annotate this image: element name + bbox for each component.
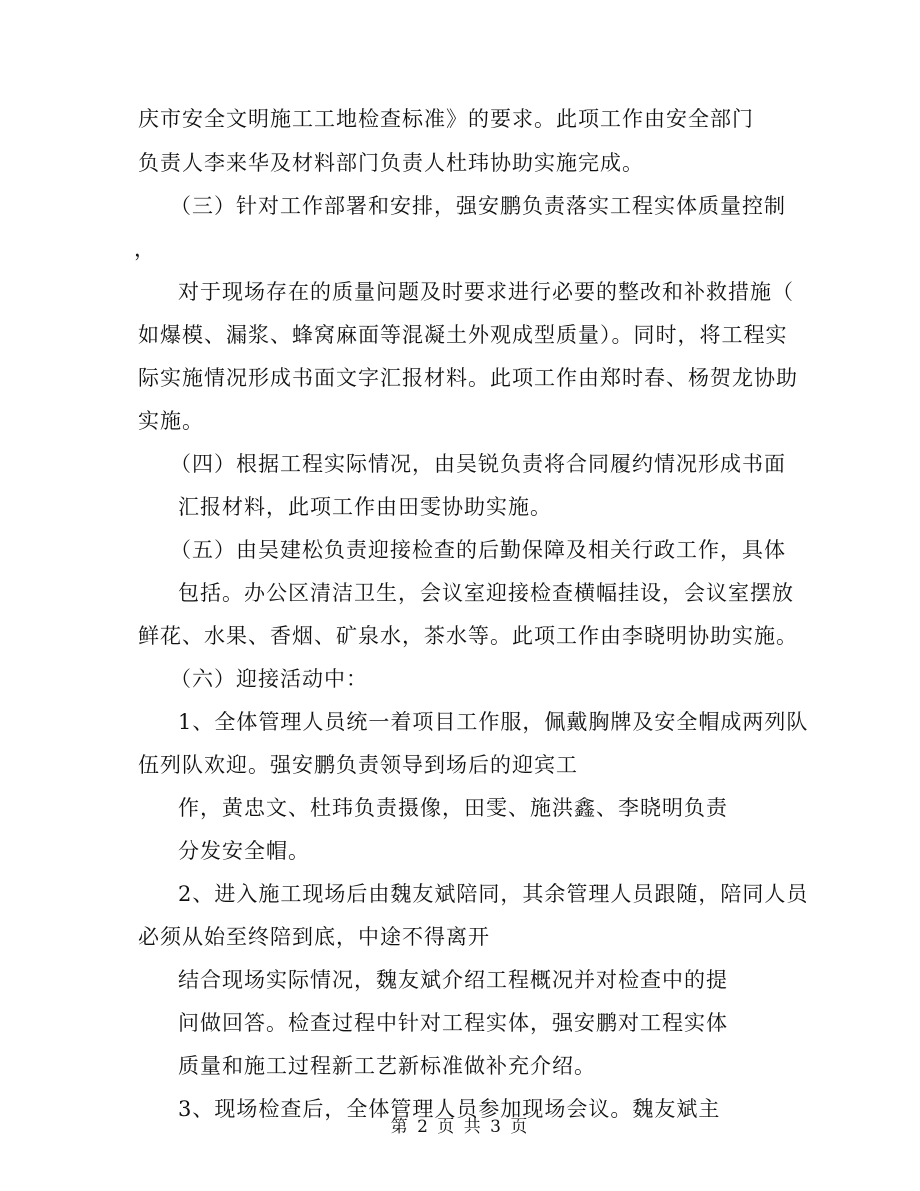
paragraph-line: 1、全体管理人员统一着项目工作服，佩戴胸牌及安全帽成两列队 [178,710,809,734]
paragraph-line: 汇报材料，此项工作由田雯协助实施。 [178,495,552,519]
paragraph-line: 对于现场存在的质量问题及时要求进行必要的整改和补救措施（ [178,280,794,304]
page-footer: 第 2 页 共 3 页 [390,1117,530,1137]
paragraph-line: 庆市安全文明施工工地检查标准》的要求。此项工作由安全部门 [138,107,754,131]
paragraph-line: 作，黄忠文、杜玮负责摄像，田雯、施洪鑫、李晓明负责 [178,796,728,820]
paragraph-line: 必须从始至终陪到底，中途不得离开 [138,925,490,949]
paragraph-line: 包括。办公区清洁卫生，会议室迎接检查横幅挂设，会议室摆放 [178,581,794,605]
paragraph-line: ， [134,237,156,261]
paragraph-line: 实施。 [138,409,204,433]
paragraph-line: 际实施情况形成书面文字汇报材料。此项工作由郑时春、杨贺龙协助 [138,366,798,390]
paragraph-line: 3、现场检查后，全体管理人员参加现场会议。魏友斌主 [178,1097,721,1121]
paragraph-line: （三）针对工作部署和安排，强安鹏负责落实工程实体质量控制 [170,194,786,218]
paragraph-line: 负责人李来华及材料部门负责人杜玮协助实施完成。 [138,151,644,175]
paragraph-line: 结合现场实际情况，魏友斌介绍工程概况并对检查中的提 [178,968,728,992]
paragraph-line: （六）迎接活动中： [170,667,368,691]
paragraph-line: 2、进入施工现场后由魏友斌陪同，其余管理人员跟随，陪同人员 [178,882,809,906]
paragraph-line: 伍列队欢迎。强安鹏负责领导到场后的迎宾工 [138,753,578,777]
paragraph-line: 鲜花、水果、香烟、矿泉水，茶水等。此项工作由李晓明协助实施。 [138,624,798,648]
paragraph-line: 问做回答。检查过程中针对工程实体，强安鹏对工程实体 [178,1011,728,1035]
paragraph-line: 如爆模、漏浆、蜂窝麻面等混凝土外观成型质量）。同时，将工程实 [138,323,788,347]
paragraph-line: （五）由吴建松负责迎接检查的后勤保障及相关行政工作，具体 [170,538,786,562]
paragraph-line: 分发安全帽。 [178,839,310,863]
paragraph-line: 质量和施工过程新工艺新标准做补充介绍。 [178,1054,596,1078]
paragraph-line: （四）根据工程实际情况，由吴锐负责将合同履约情况形成书面 [170,452,786,476]
